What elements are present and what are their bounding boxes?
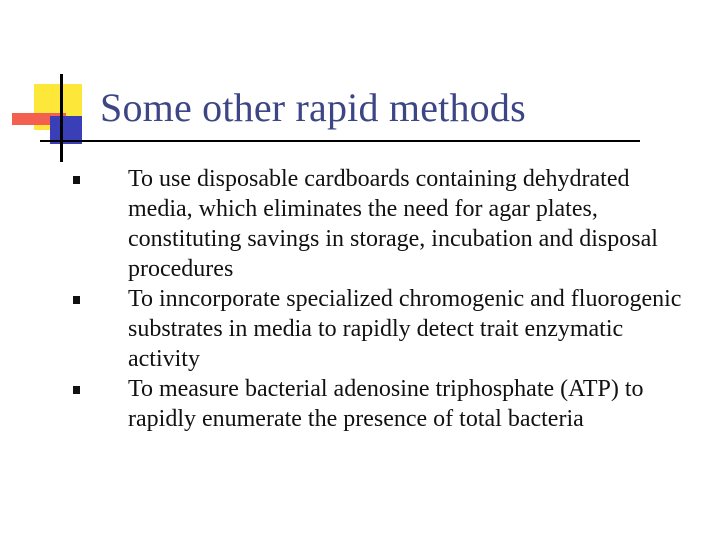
slide-title: Some other rapid methods (100, 85, 526, 130)
bullet-text: To inncorporate specialized chromogenic and fluorogenic substrates in media to rapidly detect trait enzymatic activity (128, 286, 682, 372)
bullet-text: To use disposable cardboards containing dehydrated media, which eliminates the need for agar plates, constituting savings in storage, incubation and disposal procedures (128, 166, 658, 282)
bullet-item (70, 374, 690, 434)
bullet-item (70, 164, 690, 284)
slide-logo-icon (0, 0, 110, 170)
bullet-list (70, 164, 690, 434)
square-bullet-icon (73, 296, 80, 304)
title-underline (40, 140, 640, 142)
square-bullet-icon (73, 176, 80, 184)
square-bullet-icon (73, 386, 80, 394)
logo-vertical-line (60, 74, 63, 162)
bullet-text: To measure bacterial adenosine triphosphate (ATP) to rapidly enumerate the presence of total bacteria (128, 376, 644, 432)
bullet-item (70, 284, 690, 374)
